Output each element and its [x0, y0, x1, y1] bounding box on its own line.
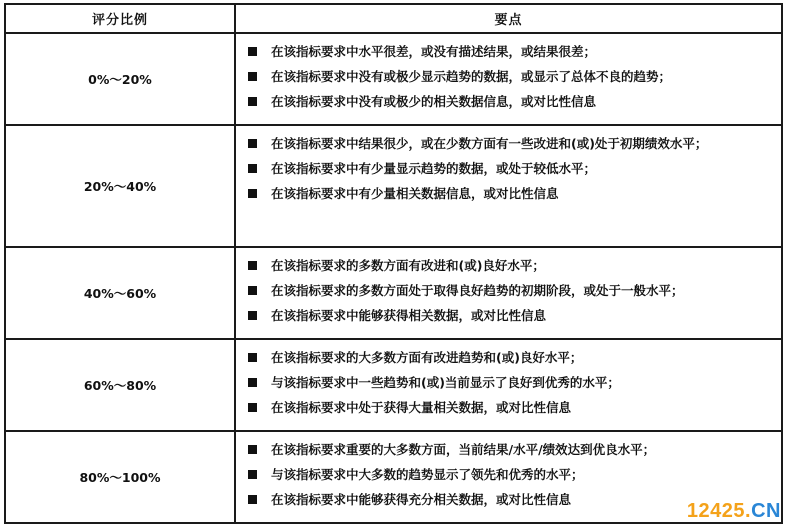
list-item: 在该指标要求中能够获得充分相关数据，或对比性信息: [246, 490, 773, 509]
list-item: 在该指标要求中有少量相关数据信息，或对比性信息: [246, 184, 773, 203]
square-bullet-icon: [248, 445, 257, 454]
list-item: 在该指标要求中水平很差，或没有描述结果，或结果很差；: [246, 42, 773, 61]
list-item: 在该指标要求的多数方面有改进和(或)良好水平；: [246, 256, 773, 275]
table-header-row: [5, 4, 782, 33]
square-bullet-icon: [248, 495, 257, 504]
table-row: [5, 125, 782, 247]
table-row: [5, 247, 782, 339]
list-item: 在该指标要求中没有或极少的相关数据信息，或对比性信息: [246, 92, 773, 111]
score-range: 40%～60%: [5, 247, 235, 339]
score-range: 20%～40%: [5, 125, 235, 247]
square-bullet-icon: [248, 470, 257, 479]
square-bullet-icon: [248, 164, 257, 173]
key-points-cell: [235, 247, 782, 339]
score-range: 0%～20%: [5, 33, 235, 125]
scoring-table-container: [4, 3, 783, 521]
square-bullet-icon: [248, 72, 257, 81]
table-row: [5, 33, 782, 125]
square-bullet-icon: [248, 353, 257, 362]
square-bullet-icon: [248, 311, 257, 320]
list-item: 与该指标要求中一些趋势和(或)当前显示了良好到优秀的水平；: [246, 373, 773, 392]
score-range: 80%～100%: [5, 431, 235, 523]
list-item: 在该指标要求重要的大多数方面，当前结果/水平/绩效达到优良水平；: [246, 440, 773, 459]
square-bullet-icon: [248, 189, 257, 198]
list-item: 在该指标要求中有少量显示趋势的数据，或处于较低水平；: [246, 159, 773, 178]
list-item: 在该指标要求的大多数方面有改进趋势和(或)良好水平；: [246, 348, 773, 367]
scoring-table: [4, 3, 783, 524]
header-score-ratio: 评分比例: [5, 4, 235, 33]
watermark-number: 12425: [686, 500, 746, 522]
table-row: [5, 431, 782, 523]
score-range: 60%～80%: [5, 339, 235, 431]
list-item: 在该指标要求中结果很少，或在少数方面有一些改进和(或)处于初期绩效水平；: [246, 134, 773, 153]
key-points-cell: [235, 125, 782, 247]
square-bullet-icon: [248, 139, 257, 148]
square-bullet-icon: [248, 97, 257, 106]
header-key-points: 要点: [235, 4, 782, 33]
list-item: 在该指标要求的多数方面处于取得良好趋势的初期阶段，或处于一般水平；: [246, 281, 773, 300]
key-points-cell: [235, 33, 782, 125]
site-watermark: [687, 500, 781, 523]
square-bullet-icon: [248, 378, 257, 387]
list-item: 在该指标要求中没有或极少显示趋势的数据，或显示了总体不良的趋势；: [246, 67, 773, 86]
watermark-dot: .: [745, 500, 752, 522]
key-points-cell: [235, 339, 782, 431]
square-bullet-icon: [248, 403, 257, 412]
watermark-suffix: CN: [751, 500, 781, 522]
square-bullet-icon: [248, 286, 257, 295]
list-item: 在该指标要求中能够获得相关数据，或对比性信息: [246, 306, 773, 325]
square-bullet-icon: [248, 261, 257, 270]
list-item: 与该指标要求中大多数的趋势显示了领先和优秀的水平；: [246, 465, 773, 484]
square-bullet-icon: [248, 47, 257, 56]
list-item: 在该指标要求中处于获得大量相关数据，或对比性信息: [246, 398, 773, 417]
table-row: [5, 339, 782, 431]
